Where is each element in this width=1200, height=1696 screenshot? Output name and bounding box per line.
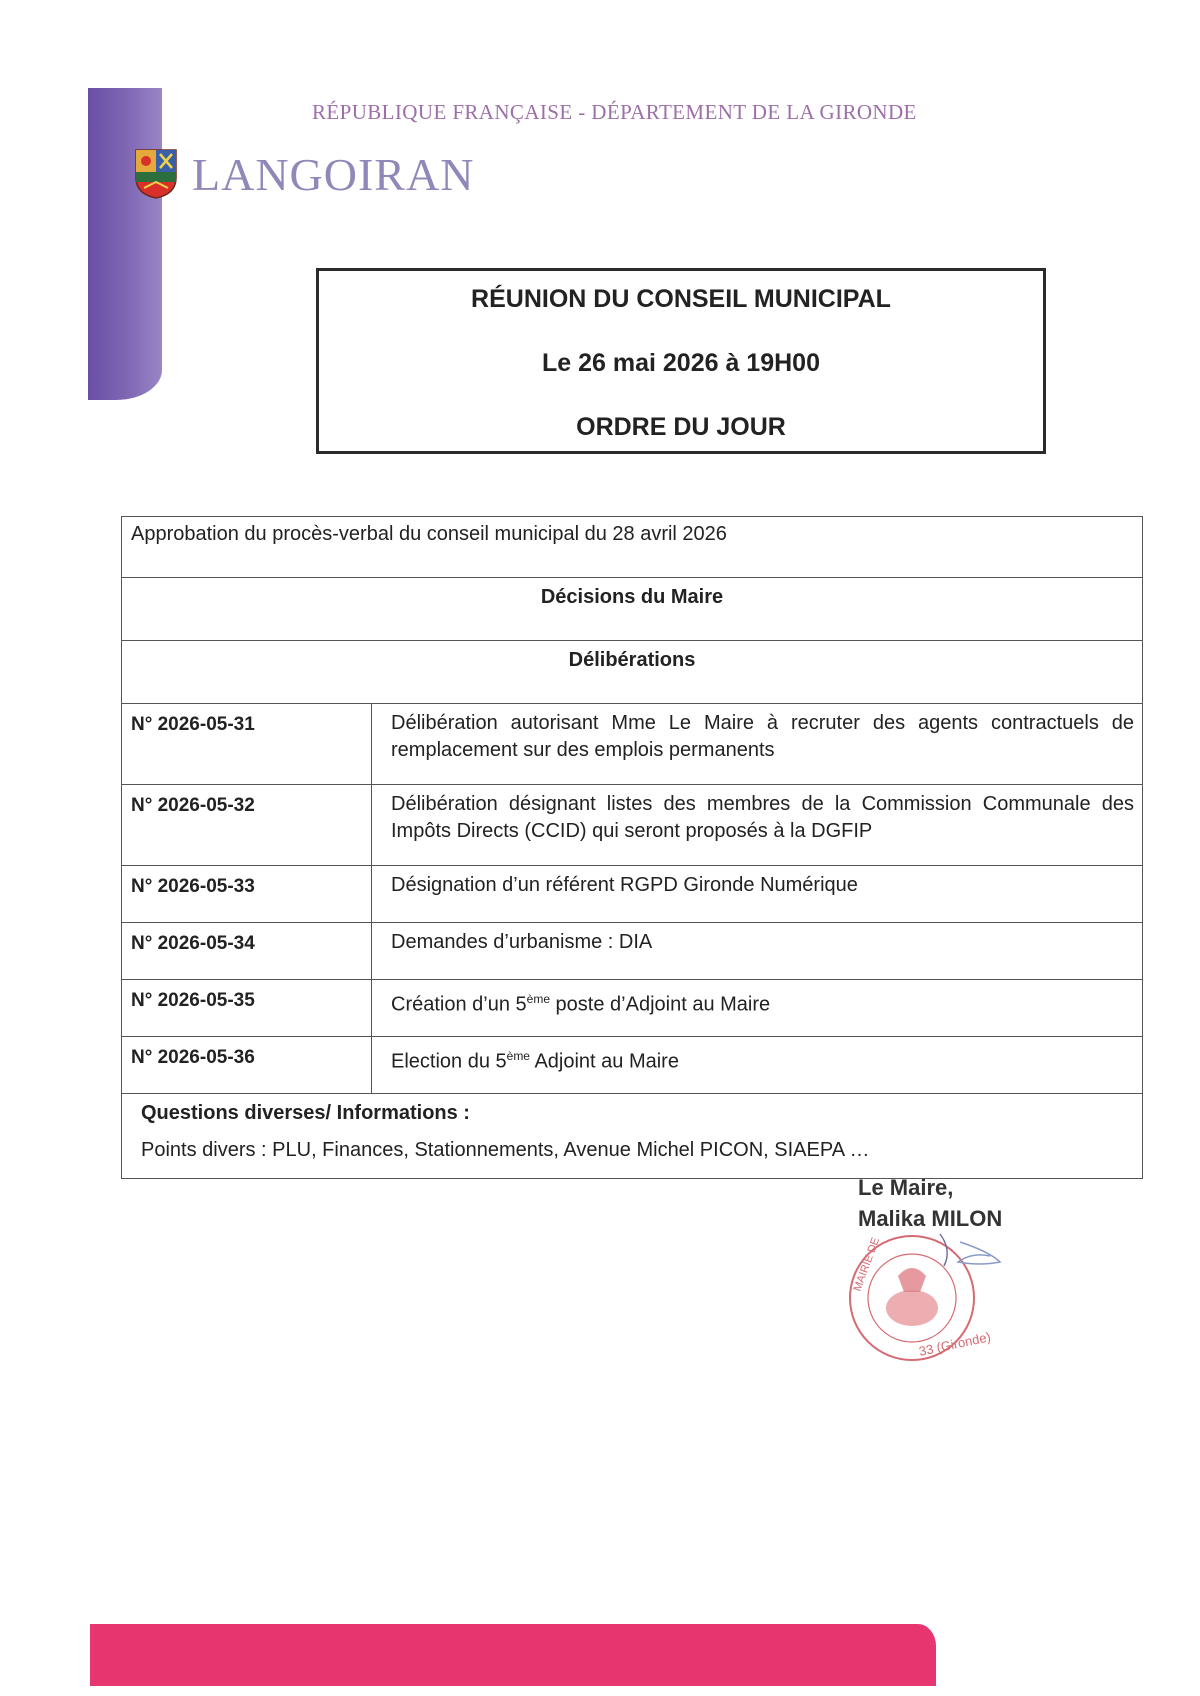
text-part: Création d’un 5 [391, 993, 527, 1016]
svg-text:33 (Gironde): 33 (Gironde) [917, 1329, 993, 1359]
town-name: LANGOIRAN [192, 149, 475, 200]
questions-section [122, 1094, 1143, 1179]
deliberation-number: N° 2026-05-34 [122, 923, 372, 980]
table-row [122, 866, 1143, 923]
text-part: Election du 5 [391, 1050, 507, 1073]
town-hall-stamp [840, 1222, 1010, 1370]
deliberation-number: N° 2026-05-31 [122, 704, 372, 785]
deliberation-text: Délibération autorisant Mme Le Maire à recruter des agents contractuels de remplacement sur des emplois permanents [372, 704, 1143, 785]
table-row [122, 980, 1143, 1037]
deliberation-text [372, 1037, 1143, 1094]
svg-text:MAIRIE DE: MAIRIE DE [851, 1236, 883, 1294]
ordinal-suffix: ème [506, 1049, 530, 1063]
meeting-title-box [316, 268, 1046, 454]
deliberations-heading: Délibérations [122, 641, 1143, 704]
agenda-heading: ORDRE DU JOUR [576, 413, 786, 441]
table-row [122, 923, 1143, 980]
meeting-date: Le 26 mai 2026 à 19H00 [542, 349, 820, 377]
mayor-name: Malika MILON [858, 1206, 1003, 1231]
deliberation-number: N° 2026-05-33 [122, 866, 372, 923]
text-part: Adjoint au Maire [529, 1050, 679, 1073]
deliberation-text [372, 980, 1143, 1037]
republic-header: RÉPUBLIQUE FRANÇAISE - DÉPARTEMENT DE LA GIRONDE [312, 100, 917, 124]
deliberation-text: Désignation d’un référent RGPD Gironde Numérique [372, 866, 1143, 923]
deliberation-number: N° 2026-05-36 [122, 1037, 372, 1094]
purple-side-bar [88, 88, 162, 400]
deliberation-number: N° 2026-05-35 [122, 980, 372, 1037]
decisions-heading: Décisions du Maire [122, 578, 1143, 641]
coat-of-arms-icon [134, 148, 178, 200]
table-row [122, 704, 1143, 785]
table-row [122, 1094, 1143, 1179]
meeting-title: RÉUNION DU CONSEIL MUNICIPAL [471, 285, 891, 313]
pink-footer-bar [90, 1624, 936, 1686]
questions-text: Points divers : PLU, Finances, Stationnements, Avenue Michel PICON, SIAEPA … [141, 1139, 870, 1161]
text-part: poste d’Adjoint au Maire [550, 993, 771, 1016]
table-row [122, 641, 1143, 704]
approval-item: Approbation du procès-verbal du conseil municipal du 28 avril 2026 [122, 517, 1143, 578]
questions-title: Questions diverses/ Informations : [141, 1102, 470, 1124]
table-row [122, 785, 1143, 866]
ordinal-suffix: ème [526, 992, 550, 1006]
table-row [122, 578, 1143, 641]
table-row [122, 517, 1143, 578]
mayor-role: Le Maire, [858, 1175, 954, 1200]
deliberation-number: N° 2026-05-32 [122, 785, 372, 866]
agenda-table [121, 516, 1143, 1179]
deliberation-text: Délibération désignant listes des membres de la Commission Communale des Impôts Directs (CCID) qui seront proposés à la DGFIP [372, 785, 1143, 866]
table-row [122, 1037, 1143, 1094]
deliberation-text: Demandes d’urbanisme : DIA [372, 923, 1143, 980]
